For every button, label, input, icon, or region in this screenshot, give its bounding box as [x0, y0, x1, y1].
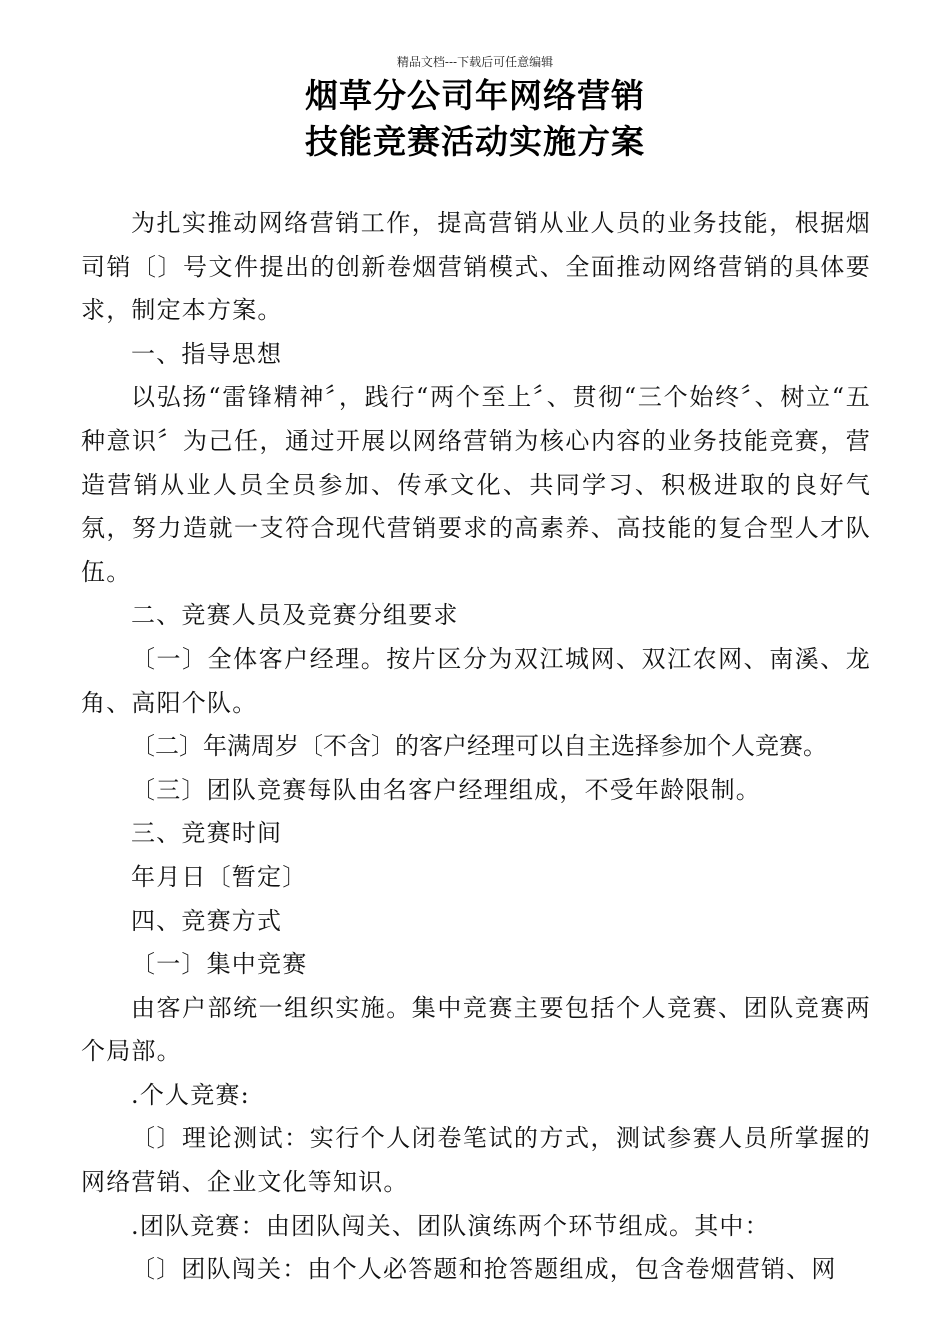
section-heading-method: 四、竞赛方式 — [131, 906, 283, 935]
header-note: 精品文档---下载后可任意编辑 — [396, 55, 554, 69]
paragraph-guiding-ideology: 以弘扬“雷锋精神〞，践行“两个至上〞、贯彻“三个始终〞、树立“五种意识〞为己任，通过开展以网络营销为核心内容的业务技能竞赛，营造营销从业人员全员参加、传承文化、共同学习、积极进取的良好气氛，努力造就一支符合现代营销要求的高素养、高技能的复合型人才队伍。 — [81, 383, 871, 586]
document-body — [81, 202, 871, 1292]
item-individual-competition: .个人竞赛: — [131, 1080, 250, 1109]
paragraph-participants-1: 〔一〕全体客户经理。按片区分为双江城网、双江农网、南溪、龙角、高阳个队。 — [81, 644, 871, 717]
paragraph-team-challenge: 〔〕团队闯关：由个人必答题和抢答题组成，包含卷烟营销、网 — [131, 1255, 837, 1284]
paragraph-centralized: 由客户部统一组织实施。集中竞赛主要包括个人竞赛、团队竞赛两个局部。 — [81, 993, 871, 1066]
section-heading-time: 三、竞赛时间 — [131, 819, 283, 848]
subsection-heading-centralized: 〔一〕集中竞赛 — [131, 950, 308, 979]
paragraph-time: 年月日〔暂定〕 — [131, 862, 308, 891]
item-team-competition: .团队竞赛：由团队闯关、团队演练两个环节组成。其中： — [131, 1211, 770, 1240]
section-heading-participants: 二、竞赛人员及竞赛分组要求 — [131, 601, 459, 630]
paragraph-intro: 为扎实推动网络营销工作，提高营销从业人员的业务技能，根据烟司销〔〕号文件提出的创新卷烟营销模式、全面推动网络营销的具体要求，制定本方案。 — [81, 209, 871, 325]
document-title-line-2: 技能竞赛活动实施方案 — [305, 122, 645, 161]
paragraph-participants-2: 〔二〕年满周岁〔不含〕的客户经理可以自主选择参加个人竞赛。 — [131, 732, 827, 761]
paragraph-participants-3: 〔三〕团队竞赛每队由名客户经理组成，不受年龄限制。 — [131, 775, 761, 804]
document-title-line-1: 烟草分公司年网络营销 — [305, 76, 645, 115]
paragraph-theory-test: 〔〕理论测试：实行个人闭卷笔试的方式，测试参赛人员所掌握的网络营销、企业文化等知识。 — [81, 1124, 871, 1197]
section-heading-guiding-ideology: 一、指导思想 — [131, 339, 283, 368]
